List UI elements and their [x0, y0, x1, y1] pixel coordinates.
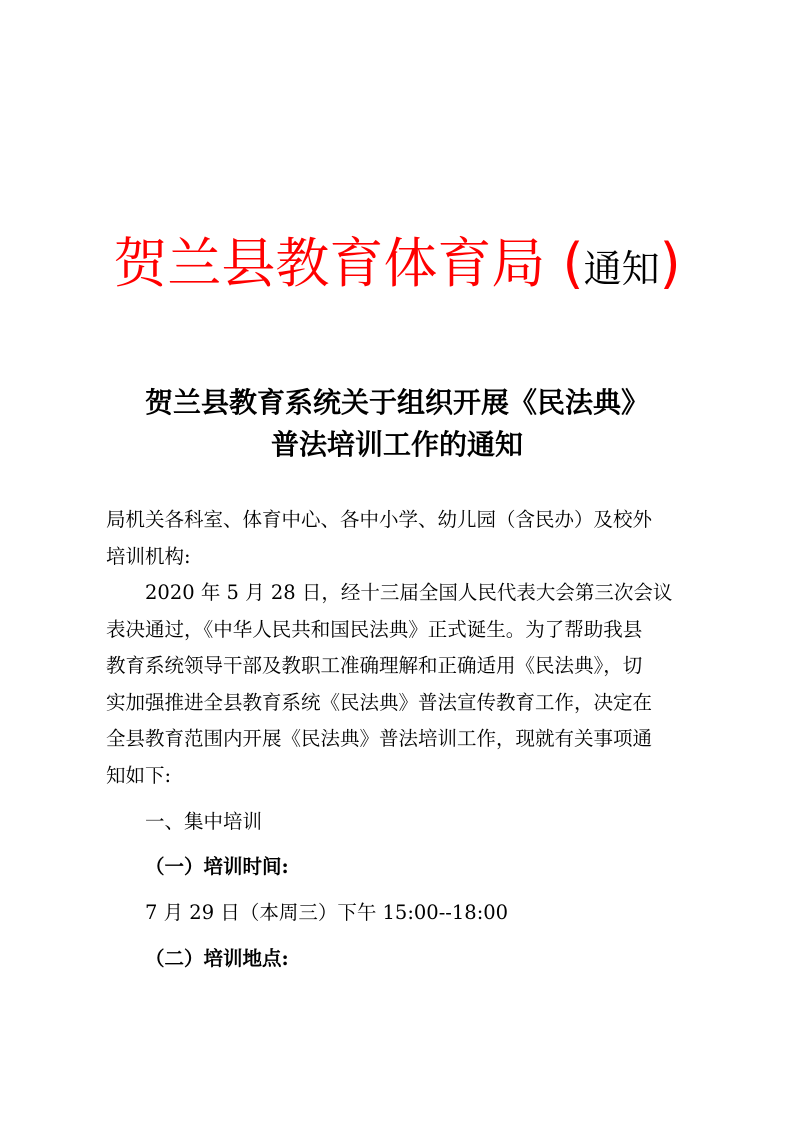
intro-paragraph [106, 575, 696, 794]
subsection-location-heading: （二）培训地点: [145, 947, 289, 970]
document-body [106, 502, 696, 982]
intro-line-6: 知如下: [106, 763, 172, 787]
letterhead-close-paren: ) [659, 232, 681, 295]
letterhead-open-paren: ( [545, 232, 584, 295]
recipients-paragraph [106, 502, 696, 575]
letterhead-doc-kind: 通知 [583, 247, 660, 291]
letterhead-agency: 贺兰县教育体育局 [113, 232, 546, 295]
intro-line-2: 表决通过，《中华人民共和国民法典》正式诞生。为了帮助我县 [106, 617, 643, 641]
title-line-2: 普法培训工作的通知 [270, 428, 523, 461]
intro-line-1: 2020 年 5 月 28 日，经十三届全国人民代表大会第三次会议 [145, 581, 673, 604]
title-line-1: 贺兰县教育系统关于组织开展《民法典》 [144, 386, 649, 419]
recipients-line-1: 局机关各科室、体育中心、各中小学、幼儿园（含民办）及校外 [106, 508, 653, 531]
subsection-time-heading: （一）培训时间: [145, 855, 289, 878]
recipients-line-2: 培训机构: [106, 544, 191, 568]
document-title [100, 382, 694, 466]
intro-line-3: 教育系统领导干部及教职工准确理解和正确适用《民法典》，切 [106, 654, 643, 677]
intro-line-5: 全县教育范围内开展《民法典》普法培训工作，现就有关事项通 [106, 727, 653, 750]
intro-line-4: 实加强推进全县教育系统《民法典》普法宣传教育工作，决定在 [106, 690, 653, 714]
training-time-text: 7 月 29 日（本周三）下午 15:00--18:00 [145, 901, 509, 924]
red-letterhead [0, 224, 794, 317]
section-heading: 一、集中培训 [145, 810, 263, 833]
